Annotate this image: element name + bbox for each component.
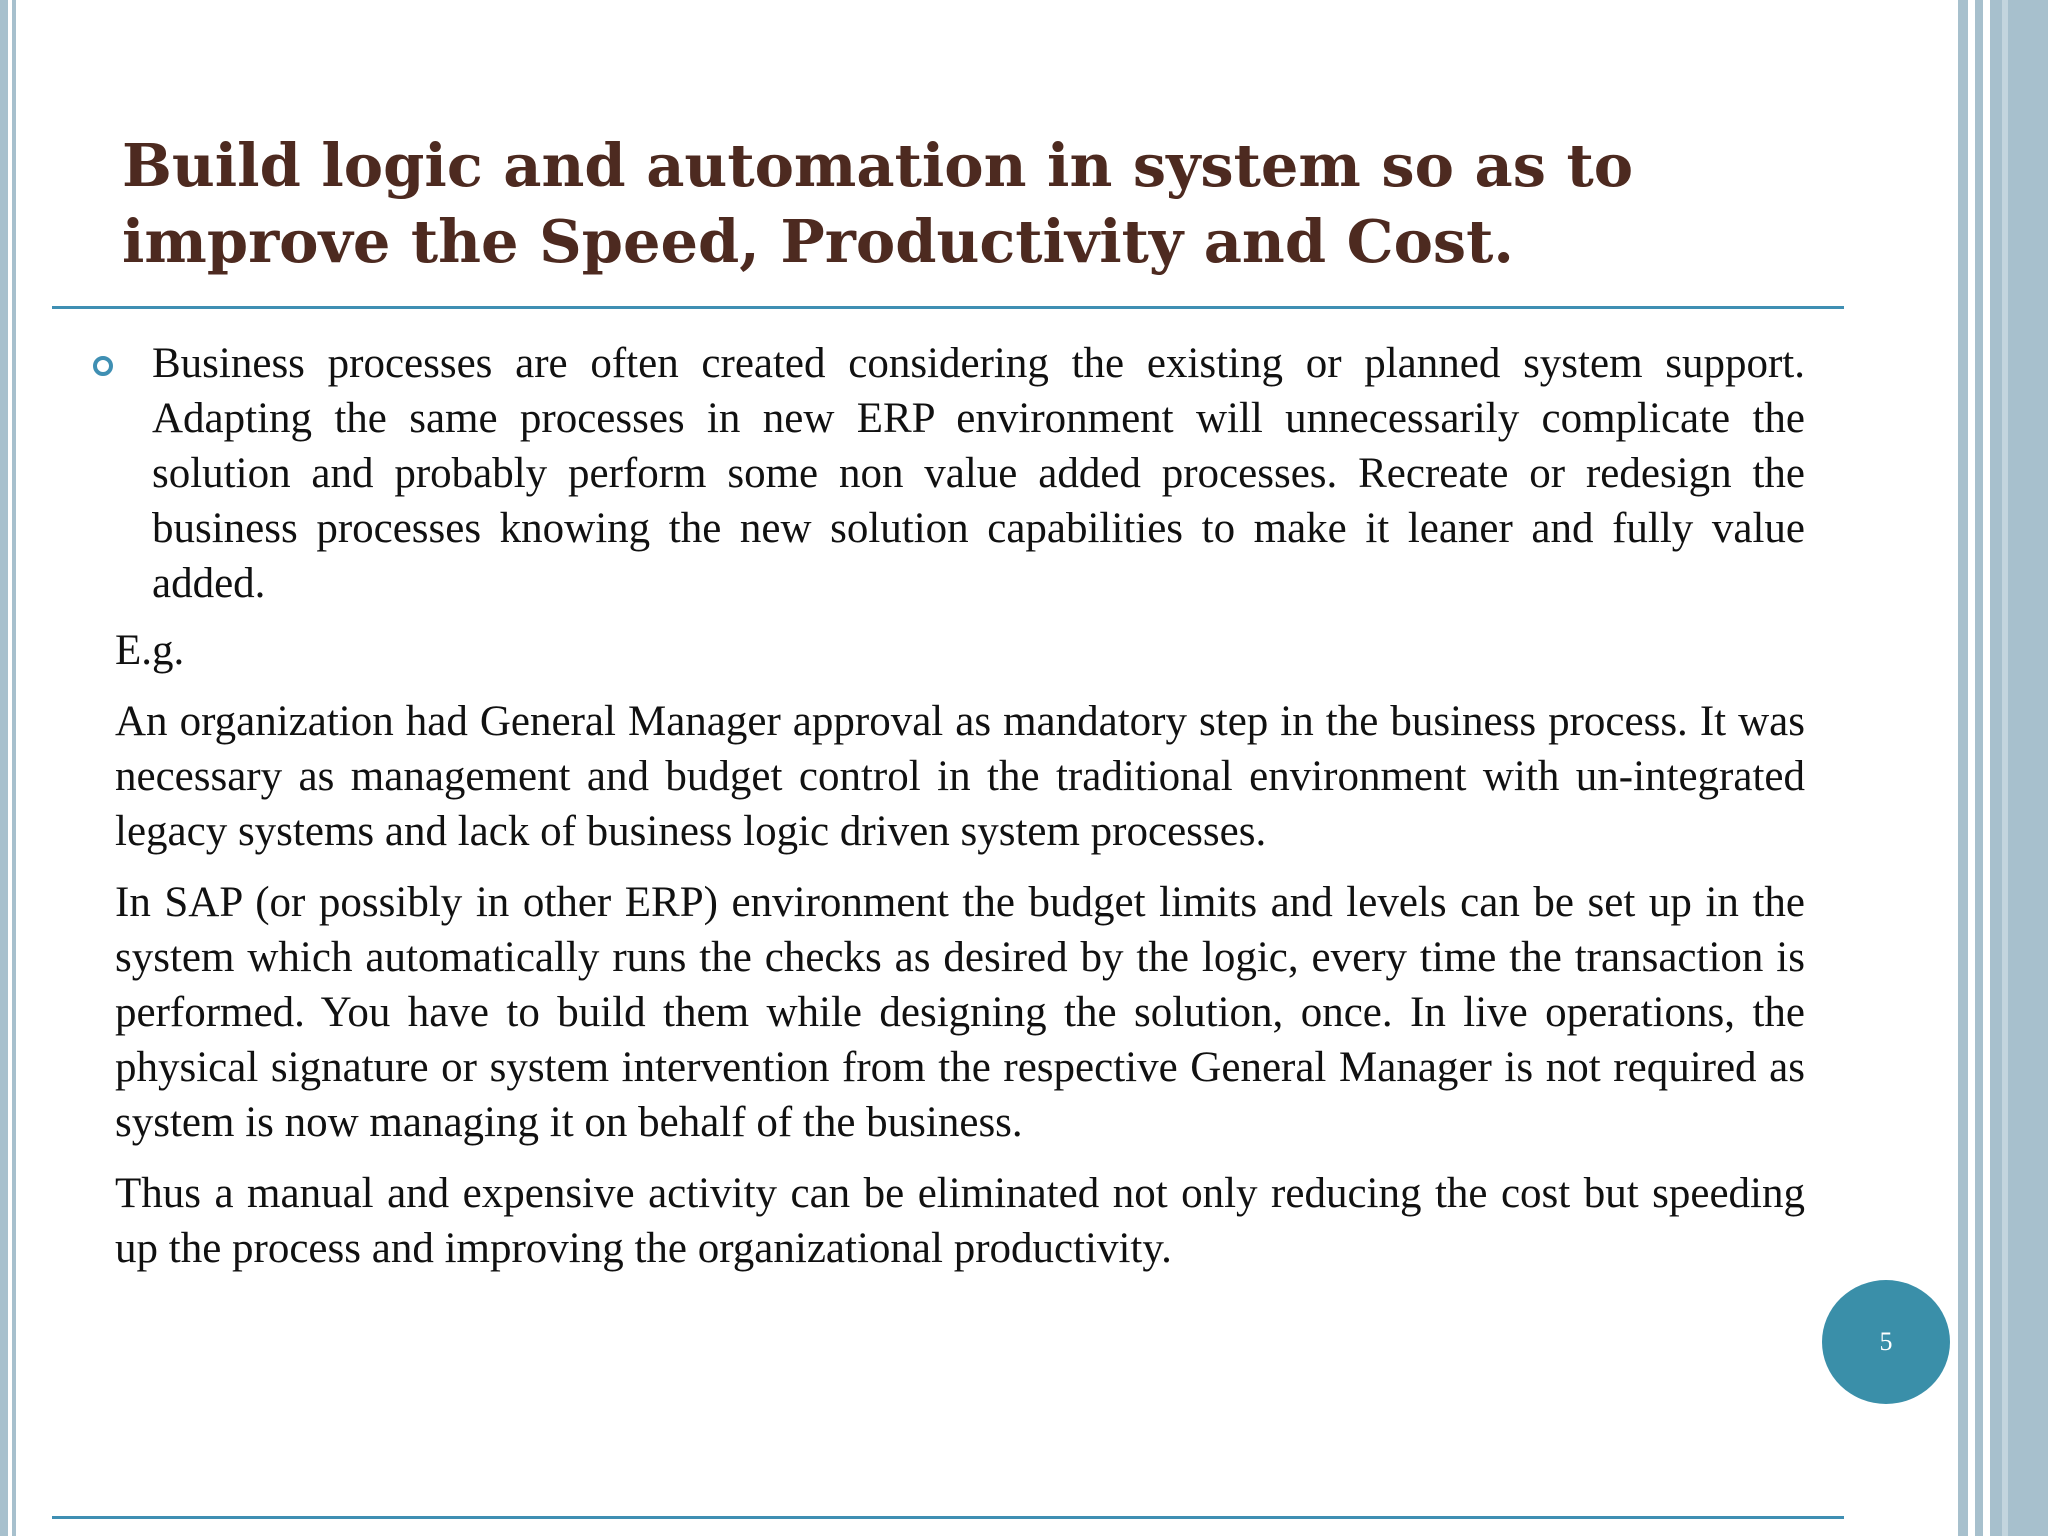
right-border-strip (1958, 0, 1968, 1536)
bullet-text: Business processes are often created considering the existing or planned system support. Adapting the same processes in new ERP environment will unnecessarily complicate the solution and probably perform some non value added processes. Recreate or redesign the business processes knowing the new solution capabilities to make it leaner and fully value added. (152, 340, 1805, 607)
slide-body (115, 336, 1805, 1276)
right-border-strip-thin (1975, 0, 1983, 1536)
footer-divider (52, 1516, 1844, 1519)
left-border-strip (0, 0, 8, 1536)
bullet-item (115, 336, 1805, 611)
body-paragraph: An organization had General Manager approval as mandatory step in the business process. It was necessary as management and budget control in the traditional environment with un-integrated legacy systems and lack of business logic driven system processes. (115, 698, 1805, 855)
page-number-badge (1822, 1280, 1950, 1404)
right-border-band (1990, 0, 2048, 1536)
example-label: E.g. (115, 627, 185, 674)
body-paragraph: In SAP (or possibly in other ERP) environment the budget limits and levels can be set up in the system which automatically runs the checks as desired by the logic, every time the transaction is performed. You have to build them while designing the solution, once. In live operations, the physical signature or system intervention from the respective General Manager is not required as system is now managing it on behalf of the business. (115, 879, 1805, 1146)
page-number: 5 (1879, 1327, 1893, 1356)
title-divider (52, 306, 1844, 309)
right-border-band-highlight (2002, 0, 2008, 1536)
left-border-strip-thin (12, 0, 16, 1536)
body-paragraph: Thus a manual and expensive activity can be eliminated not only reducing the cost but speeding up the process and improving the organizational productivity. (115, 1170, 1805, 1272)
slide-title: Build logic and automation in system so as to improve the Speed, Productivity and Cost. (122, 131, 1634, 276)
circle-bullet-icon (93, 356, 113, 376)
